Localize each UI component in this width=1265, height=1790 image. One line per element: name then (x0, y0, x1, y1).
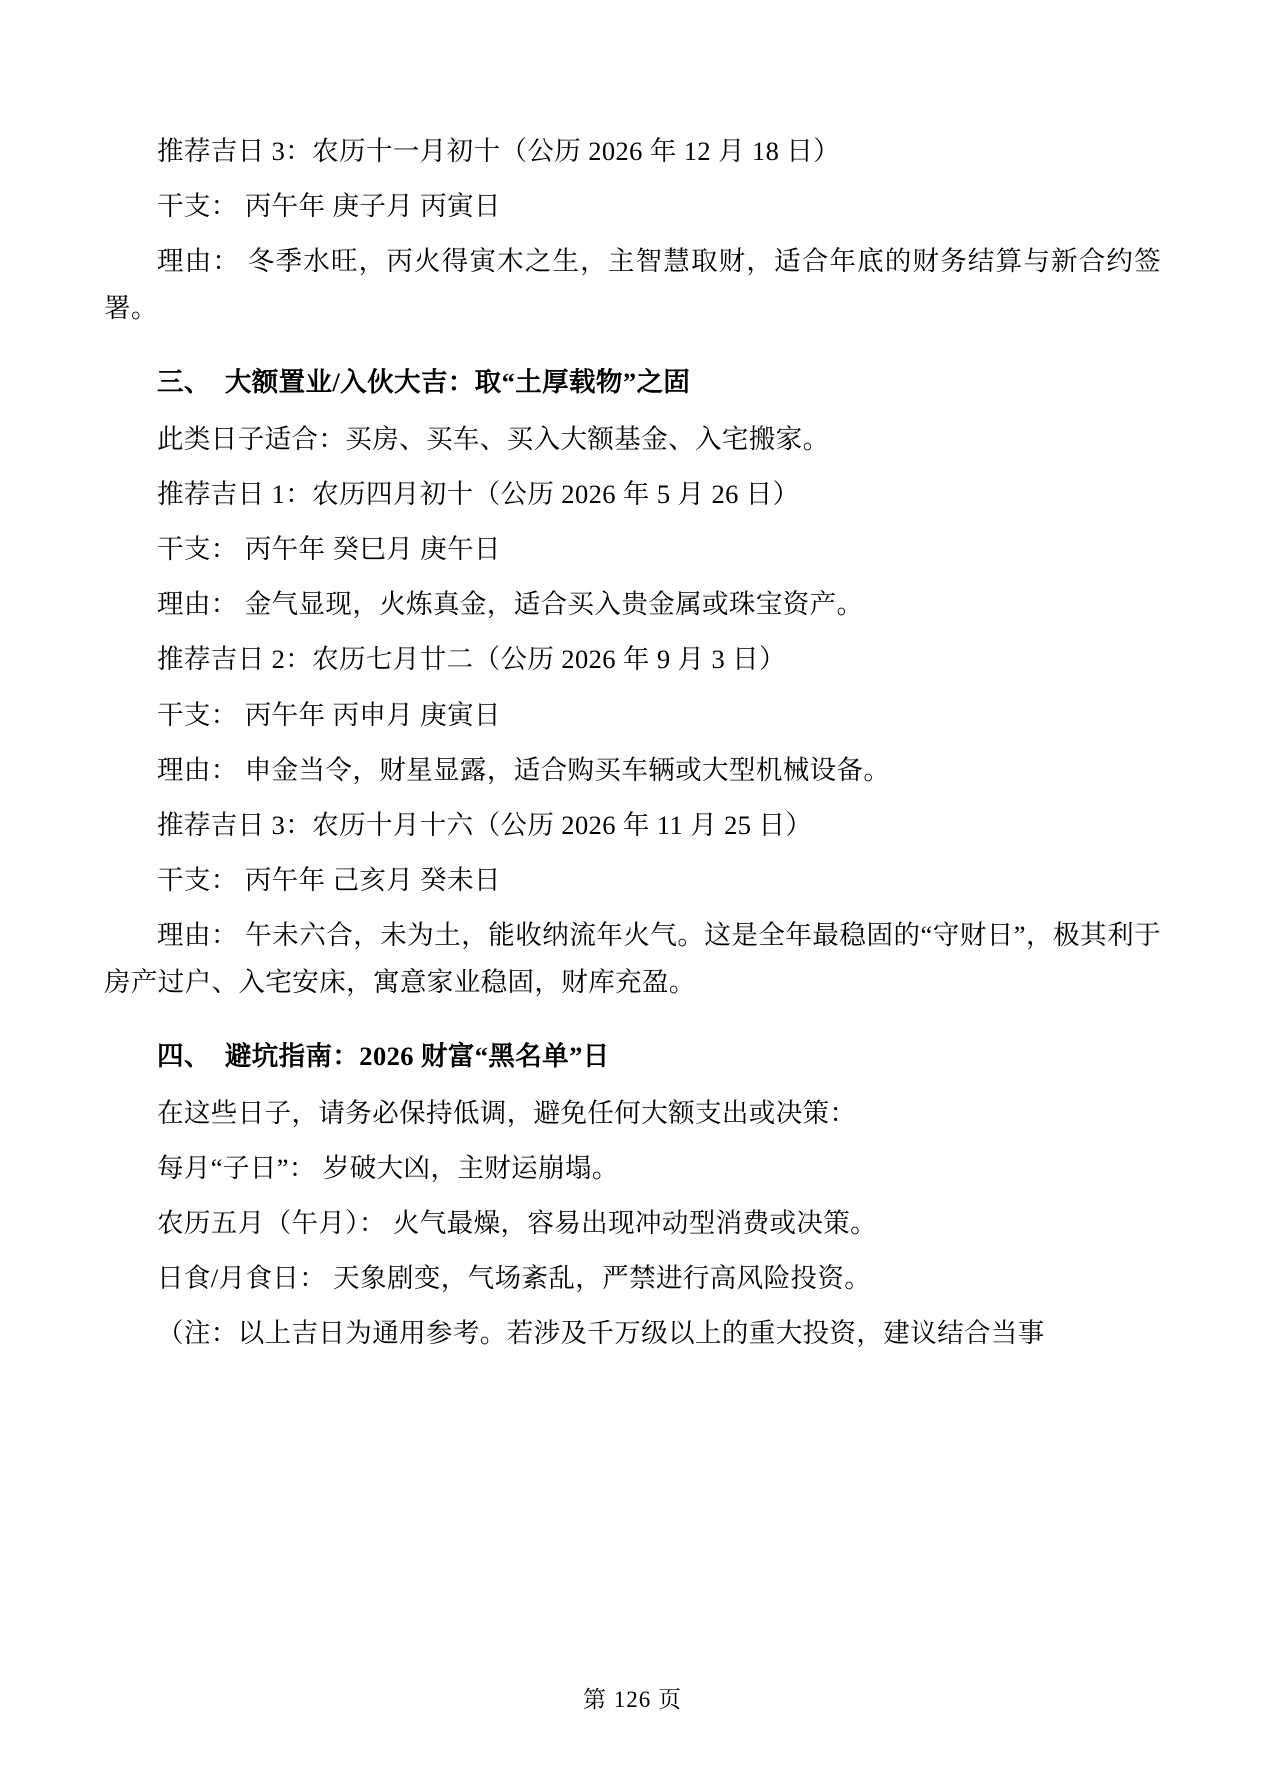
section-number-four: 四、 (157, 1040, 211, 1071)
page-number: 第 126 页 (583, 1687, 682, 1712)
paragraph-ganzhi-2: 干支： 丙午年 癸巳月 庚午日 (157, 534, 501, 565)
section-heading-four (104, 1033, 1161, 1080)
paragraph-recommended-date-3b: 推荐吉日 3：农历十月十六（公历 2026 年 11 月 25 日） (157, 809, 813, 840)
section-number-three: 三、 (157, 366, 211, 397)
paragraph-reason-4: 理由： 午未六合，未为土，能收纳流年火气。这是全年最稳固的“守财日”，极其利于房产过户、入宅安床，寓意家业稳固，财库充盈。 (104, 920, 1161, 998)
paragraph-reason-3: 理由： 申金当令，财星显露，适合购买车辆或大型机械设备。 (157, 754, 891, 785)
paragraph-ganzhi-1: 干支： 丙午年 庚子月 丙寅日 (157, 191, 501, 222)
paragraph-recommended-date-1: 推荐吉日 1：农历四月初十（公历 2026 年 5 月 26 日） (157, 478, 800, 509)
paragraph-reason-2: 理由： 金气显现，火炼真金，适合买入贵金属或珠宝资产。 (157, 589, 864, 620)
paragraph-blacklist-intro: 在这些日子，请务必保持低调，避免任何大额支出或决策： (157, 1097, 857, 1128)
paragraph-note: （注：以上吉日为通用参考。若涉及千万级以上的重大投资，建议结合当事 (157, 1318, 1045, 1349)
section-title-four: 避坑指南：2026 财富“黑名单”日 (224, 1040, 610, 1071)
paragraph-reason-1: 理由： 冬季水旺，丙火得寅木之生，主智慧取财，适合年底的财务结算与新合约签署。 (104, 246, 1161, 324)
paragraph-suitable-for: 此类日子适合：买房、买车、买入大额基金、入宅搬家。 (157, 423, 830, 454)
section-title-three: 大额置业/入伙大吉：取“土厚载物”之固 (224, 366, 691, 397)
page-footer (0, 1681, 1265, 1714)
paragraph-ganzhi-4: 干支： 丙午年 己亥月 癸未日 (157, 865, 501, 896)
paragraph-ganzhi-3: 干支： 丙午年 丙申月 庚寅日 (157, 699, 501, 730)
paragraph-blacklist-item-3: 日食/月食日： 天象剧变，气场紊乱，严禁进行高风险投资。 (157, 1263, 872, 1294)
paragraph-blacklist-item-2: 农历五月（午月）： 火气最燥，容易出现冲动型消费或决策。 (157, 1207, 878, 1238)
paragraph-blacklist-item-1: 每月“子日”： 岁破大凶，主财运崩塌。 (157, 1152, 619, 1183)
section-heading-three (104, 359, 1161, 406)
paragraph-recommended-date-3: 推荐吉日 3：农历十一月初十（公历 2026 年 12 月 18 日） (157, 136, 841, 166)
paragraph-recommended-date-2: 推荐吉日 2：农历七月廿二（公历 2026 年 9 月 3 日） (157, 644, 786, 675)
